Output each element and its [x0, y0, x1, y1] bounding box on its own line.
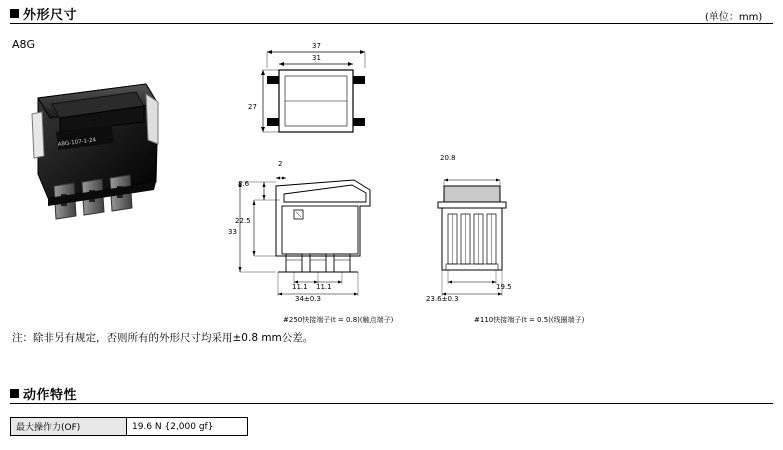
side-view-caption: #250快接端子(t = 0.8)(触点端子): [283, 316, 394, 324]
characteristics-table: [10, 417, 248, 436]
dim-23-6: 23.6±0.3: [426, 295, 459, 303]
dim-34: 34±0.3: [295, 295, 321, 303]
dim-37: 37: [312, 42, 321, 50]
dim-31: 31: [312, 54, 321, 62]
row-value: 19.6 N {2,000 gf}: [127, 418, 248, 436]
characteristics-heading-rule: [10, 403, 773, 404]
dim-33: 33: [228, 228, 237, 236]
section-marker-icon-2: [10, 389, 19, 398]
product-photo: [18, 70, 188, 220]
rear-view-caption: #110快接端子(t = 0.5)(线圈端子): [474, 316, 585, 324]
dim-11-1-b: 11.1: [316, 283, 332, 291]
dim-27: 27: [248, 103, 257, 111]
svg-text:A8G-107-1-24: A8G-107-1-24: [57, 137, 97, 148]
characteristics-section-heading: 动作特性: [10, 384, 77, 403]
model-label: A8G: [12, 38, 36, 51]
dim-11-1-a: 11.1: [292, 283, 308, 291]
table-row: [11, 418, 248, 436]
tolerance-note: 注：除非另有规定，否则所有的外形尺寸均采用±0.8 mm公差。: [12, 332, 314, 344]
dim-20-8: 20.8: [440, 154, 456, 162]
dimensions-section-heading: 外形尺寸: [10, 4, 77, 23]
row-label: 最大操作力(OF): [11, 418, 127, 436]
section-marker-icon: [10, 9, 19, 18]
unit-note: (单位：mm): [705, 12, 763, 23]
dimensions-heading-rule: [10, 23, 773, 24]
dim-8-6: 8.6: [238, 180, 250, 188]
dim-2: 2: [278, 160, 283, 168]
dim-19-5: 19.5: [496, 283, 512, 291]
dim-22-5: 22.5: [235, 217, 251, 225]
front-view-drawing: [245, 40, 405, 150]
